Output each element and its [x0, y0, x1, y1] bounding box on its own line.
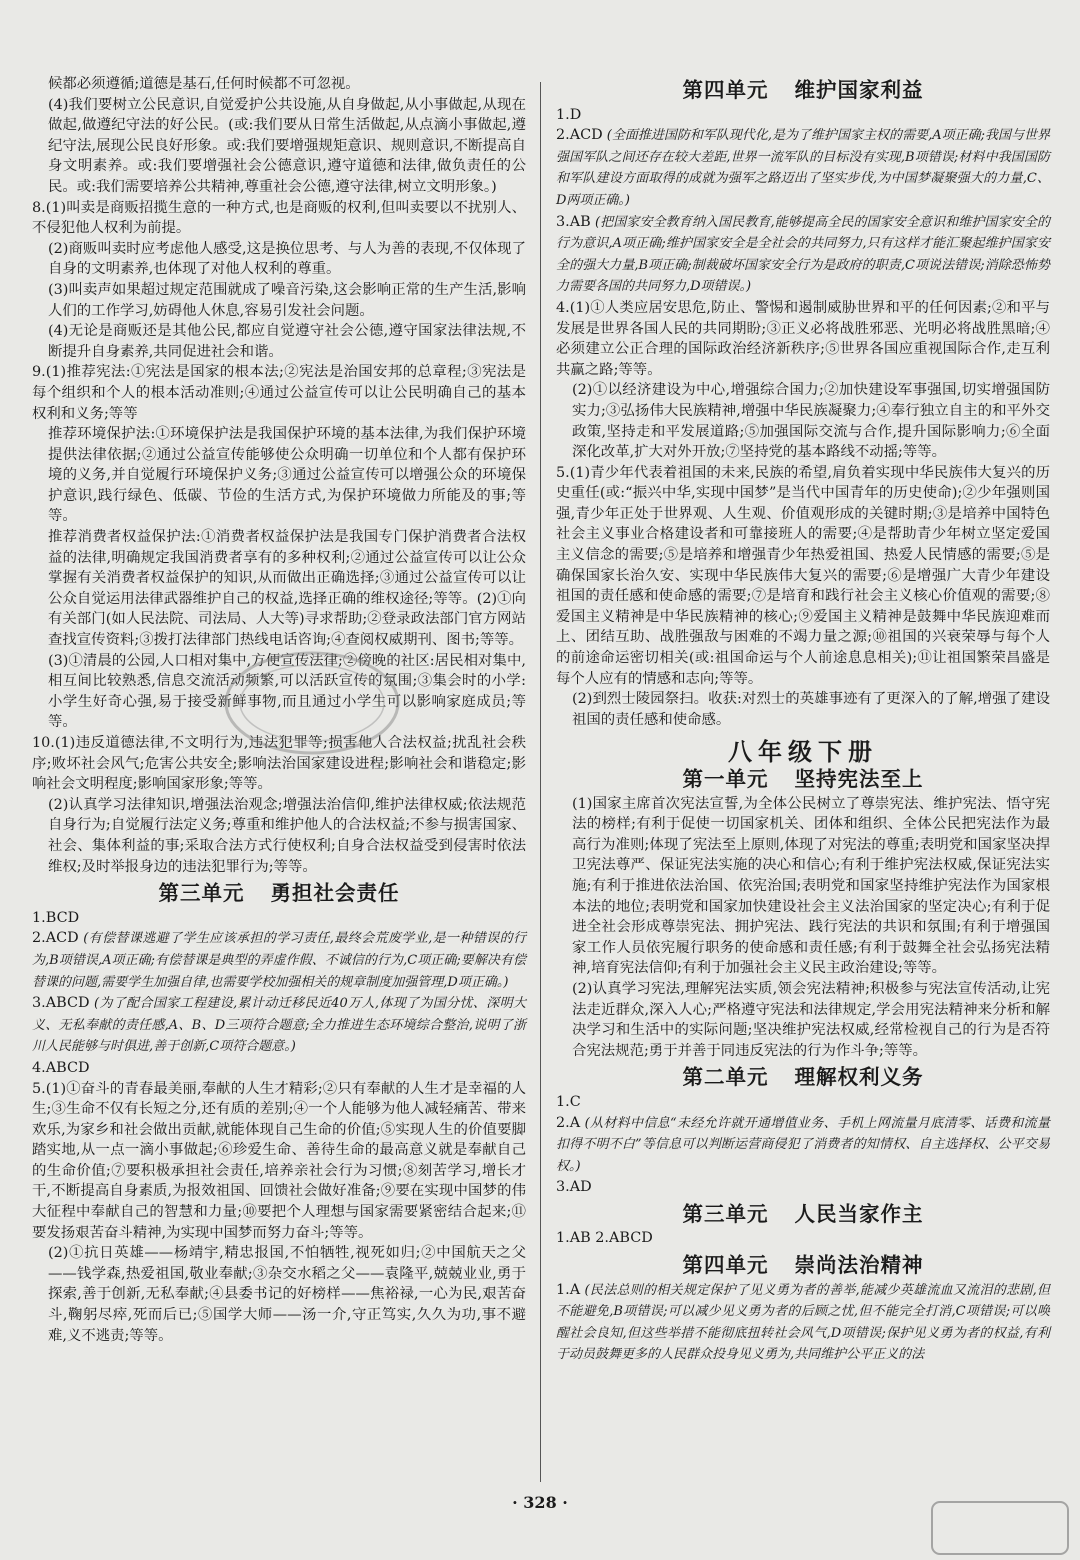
answer-paragraph: [556, 794, 1050, 979]
answer-paragraph: [556, 1228, 1050, 1249]
answer-paragraph: [556, 105, 1050, 126]
answer-text: 4.ABCD: [32, 1059, 90, 1076]
answer-explanation: (民法总则的相关规定保护了见义勇为者的善举,能减少英雄流血又流泪的悲剧,但不能避免,B项错误;可以减少见义勇为者的后顾之忧,但不能完全打消,C项错误;可以唤醒社会良知,但这些举措不能彻底扭转社会风气,D项错误;保护见义勇为者的权益,有利于动员鼓舞更多的人民群众投身见义勇为,共同维护公平正义的法: [556, 1282, 1050, 1363]
unit-heading: [32, 883, 526, 904]
answer-paragraph: [32, 1243, 526, 1346]
answer-text: (4)我们要树立公民意识,自觉爱护公共设施,从自身做起,从小事做起,从现在做起,做遵纪守法的好公民。(或:我们要从日常生活做起,从点滴小事做起,遵纪守法,展现公民良好形象。或:我们要增强规矩意识、规则意识,不断提高自身文明素养。或:我们要增强社会公德意识,遵守道德和法律,做负责任的公民。或:我们需要培养公共精神,尊重社会公德,遵守法律,树立文明形象。): [48, 96, 526, 195]
answer-explanation: (把国家安全教育纳入国民教育,能够提高全民的国家安全意识和维护国家安全的行为意识,A项正确;维护国家安全是全社会的共同努力,只有这样才能汇聚起维护国家安全的强大力量,B项正确;制裁破坏国家安全行为是政府的职责,C项说法错误;消除恐怖势力需要各国的共同努力,D项错误。): [556, 214, 1050, 295]
answer-text: 10.(1)违反道德法律,不文明行为,违法犯罪等;损害他人合法权益;扰乱社会秩序;败坏社会风气;危害公共安全;影响法治国家建设进程;影响社会和谐稳定;影响社会文明程度;影响国家形象;等等。: [32, 735, 526, 793]
answer-paragraph: [556, 1092, 1050, 1113]
answer-text: 1.A: [556, 1281, 581, 1298]
answer-text: 1.AB 2.ABCD: [556, 1230, 653, 1247]
answer-text: 2.A: [556, 1114, 581, 1131]
answer-text: 2.ACD: [556, 127, 603, 144]
answer-paragraph: [32, 239, 526, 280]
unit-number: 第一单元: [682, 767, 769, 791]
answer-text: 8.(1)叫卖是商贩招揽生意的一种方式,也是商贩的权利,但叫卖要以不扰别人、不侵犯他人权利为前提。: [32, 199, 526, 237]
answer-paragraph: [556, 125, 1050, 211]
answer-text: 3.AD: [556, 1179, 592, 1196]
answer-paragraph: [32, 1079, 526, 1244]
answer-paragraph: [32, 198, 526, 239]
grade-title: 八年级下册: [728, 738, 878, 767]
right-column: [556, 74, 1050, 1366]
answer-paragraph: [32, 280, 526, 321]
unit-title: 崇尚法治精神: [794, 1253, 924, 1278]
watermark-logo: [930, 1500, 1070, 1556]
answer-text: (1)国家主席首次宪法宣誓,为全体公民树立了尊崇宪法、维护宪法、悟守宪法的榜样;有利于促使一切国家机关、团体和组织、全体公民把宪法作为最高行为准则;体现了宪法至上原则,体现了对宪法的尊重;表明党和国家坚决捍卫宪法尊严、保证宪法实施的决心和信心;有利于维护宪法权威,保证宪法实施;有利于推进依法治国、依宪治国;表明党和国家坚持维护宪法作为国家根本法的地位;表明党和国家加快建设社会主义法治国家的坚定决心;有利于促进全社会形成尊崇宪法、拥护宪法、践行宪法的共识和氛围;有利于增强国家工作人员依宪履行职务的使命感和责任感;有利于鼓舞全社会弘扬宪法精神,培育宪法信仰;有利于加强社会主义民主政治建设;等等。: [572, 795, 1050, 977]
answer-explanation: (从材料中信息“未经允许就开通增值业务、手机上网流量月底清零、话费和流量扣得不明不白”等信息可以判断运营商侵犯了消费者的知情权、自主选择权、公平交易权。): [556, 1115, 1050, 1174]
answer-text: 2.ACD: [32, 930, 79, 947]
answer-paragraph: [32, 527, 526, 651]
answer-text: 4.(1)①人类应居安思危,防止、警惕和遏制威胁世界和平的任何因素;②和平与发展是世界各国人民的共同期盼;③正义必将战胜邪恶、光明必将战胜黑暗;④必须建立公正合理的国际政治经济新秩序;⑤世界各国应重视国际合作,走互利共赢之路;等等。: [556, 299, 1050, 378]
unit-heading: [556, 1201, 1050, 1226]
answer-text: (2)①抗日英雄——杨靖宇,精忠报国,不怕牺牲,视死如归;②中国航天之父——钱学森,热爱祖国,敬业奉献;③杂交水稻之父——袁隆平,兢兢业业,勇于探索,善于创新,无私奉献;④县委书记的好榜样——焦裕禄,一心为民,艰苦奋斗,鞠躬尽瘁,死而后已;⑤国学大师——汤一介,守正笃实,久久为功,事不避难,义不逃责;等等。: [48, 1245, 526, 1344]
answer-paragraph: [32, 95, 526, 198]
answer-paragraph: [32, 908, 526, 929]
answer-paragraph: [556, 1113, 1050, 1178]
answer-paragraph: [556, 689, 1050, 730]
answer-text: 3.ABCD: [32, 995, 90, 1012]
answer-explanation: (有偿替课逃避了学生应该承担的学习责任,最终会荒废学业,是一种错误的行为,B项错误,A项正确;有偿替课是典型的弄虚作假、不诚信的行为,C项正确;要解决有偿替课的问题,需要学生加强自律,也需要学校加强相关的规章制度加强管理,D项正确。): [32, 931, 526, 990]
watermark-stamp: [222, 648, 402, 758]
unit-title: 理解权利义务: [794, 1065, 924, 1090]
answer-paragraph: [32, 795, 526, 877]
answer-paragraph: [556, 298, 1050, 380]
answer-paragraph: [32, 362, 526, 424]
unit-heading: [556, 769, 1050, 790]
answer-text: 推荐消费者权益保护法:①消费者权益保护法是我国专门保护消费者合法权益的法律,明确规定我国消费者享有的多种权利;②通过公益宣传可以让公众掌握有关消费者权益保护的知识,从而做出正确选择;③通过公益宣传可以让公众自觉运用法律武器维护自己的权益,选择正确的维权途径;等等。(2)①向有关部门(如人民法院、司法局、人大等)寻求帮助;②登录政法部门官方网站查找宣传资料;③拨打法律部门热线电话咨询;④查阅权威期刊、图书;等等。: [48, 529, 526, 649]
unit-title: 勇担社会责任: [270, 881, 400, 906]
answer-paragraph: [556, 1280, 1050, 1366]
answer-paragraph: [32, 1058, 526, 1079]
answer-explanation: (全面推进国防和军队现代化,是为了维护国家主权的需要,A项正确;我国与世界强国军队之间还存在较大差距,世界一流军队的目标没有实现,B项错误;材料中我国国防和军队建设方面取得的成就为强军之路迈出了坚实步伐,为中国梦凝聚强大的力量,C、D两项正确。): [556, 128, 1050, 208]
unit-heading: [556, 80, 1050, 101]
unit-heading: [556, 1067, 1050, 1088]
page-number: · 328 ·: [512, 1493, 568, 1512]
answer-text: (2)到烈士陵园祭扫。收获:对烈士的英雄事迹有了更深入的了解,增强了建设祖国的责任感和使命感。: [572, 691, 1050, 728]
unit-number: 第四单元: [682, 1253, 769, 1278]
answer-text: (4)无论是商贩还是其他公民,都应自觉遵守社会公德,遵守国家法律法规,不断提升自身素养,共同促进社会和谐。: [48, 323, 526, 360]
answer-text: 1.D: [556, 106, 582, 123]
answer-text: (2)认真学习宪法,理解宪法实质,领会宪法精神;积极参与宪法宣传活动,让宪法走近群众,深入人心;严格遵守宪法和法律规定,学会用宪法精神来分析和解决学习和生活中的实际问题;坚决维护宪法权威,经常检视自己的行为是否符合宪法规范;勇于并善于同违反宪法的行为作斗争;等等。: [572, 980, 1050, 1059]
answer-paragraph: [32, 321, 526, 362]
answer-paragraph: [556, 212, 1050, 298]
unit-heading: [556, 1255, 1050, 1276]
answer-text: (2)商贩叫卖时应考虑他人感受,这是换位思考、与人为善的表现,不仅体现了自身的文明素养,也体现了对他人权利的尊重。: [48, 240, 526, 278]
answer-paragraph: [556, 380, 1050, 462]
answer-paragraph: [32, 928, 526, 993]
answer-text: (2)①以经济建设为中心,增强综合国力;②加快建设军事强国,切实增强国防实力;③弘扬伟大民族精神,增强中华民族凝聚力;④奉行独立自主的和平外交政策,坚持走和平发展道路;⑤加强国际交流与合作,提升国际影响力;⑥全面深化改革,扩大对外开放;⑦坚持党的基本路线不动摇;等等。: [572, 382, 1050, 461]
answer-text: 1.BCD: [32, 909, 80, 926]
answer-paragraph: [32, 74, 526, 95]
answer-text: 候都必须遵循;道德是基石,任何时候都不可忽视。: [48, 76, 360, 92]
answer-text: 5.(1)青少年代表着祖国的未来,民族的希望,肩负着实现中华民族伟大复兴的历史重任(或:“振兴中华,实现中国梦”是当代中国青年的历史使命);②少年强则国强,青少年正处于世界观、人生观、价值观形成的关键时期;③是培养中国特色社会主义事业合格建设者和可靠接班人的需要;④是帮助青少年树立坚定爱国主义信念的需要;⑤是培养和增强青少年热爱祖国、热爱人民情感的需要;⑤是确保国家长治久安、实现中华民族伟大复兴的需要;⑥是增强广大青少年建设祖国的责任感和使命感的需要;⑦是培育和践行社会主义核心价值观的需要;⑧爱国主义精神是中华民族精神的核心;⑨爱国主义精神是鼓舞中华民族迎难而上、团结互助、战胜强敌与困难的不竭力量之源;⑩祖国的兴衰荣辱与每个人的前途命运密切相关(或:祖国命运与个人前途息息相关);⑪让祖国繁荣昌盛是每个人应有的情感和志向;等等。: [556, 464, 1050, 687]
answer-paragraph: [556, 463, 1050, 690]
unit-number: 第三单元: [682, 1201, 769, 1226]
answer-text: 9.(1)推荐宪法:①宪法是国家的根本法;②宪法是治国安邦的总章程;③宪法是每个组织和个人的根本活动准则;④通过公益宣传可以让公民明确自己的基本权利和义务;等等: [32, 364, 526, 422]
unit-title: 维护国家利益: [794, 78, 924, 102]
answer-text: 1.C: [556, 1093, 581, 1110]
answer-text: 3.AB: [556, 213, 591, 230]
unit-title: 人民当家作主: [794, 1201, 924, 1226]
answer-paragraph: [556, 979, 1050, 1061]
answer-text: (3)叫卖声如果超过规定范围就成了噪音污染,这会影响正常的生产生活,影响人们的工作学习,妨碍他人休息,容易引发社会问题。: [48, 281, 526, 319]
unit-number: 第四单元: [682, 78, 769, 102]
answer-explanation: (为了配合国家工程建设,累计动迁移民近40万人,体现了为国分忧、深明大义、无私奉献的责任感,A、B、D三项符合题意;全力推进生态环境综合整治,说明了浙川人民能够与时俱进,善于创新,C项符合题意。): [32, 996, 526, 1055]
answer-text: 5.(1)①奋斗的青春最美丽,奉献的人生才精彩;②只有奉献的人生才是幸福的人生;③生命不仅有长短之分,还有质的差别;④一个人能够为他人减轻痛苦、带来欢乐,为家乡和社会做出贡献,就能体现自己生命的价值;⑤实现人生的价值要脚踏实地,从一点一滴小事做起;⑥珍爱生命、善待生命的最高意义就是奉献自己的生命价值;⑦要积极承担社会责任,培养亲社会行为习惯;⑧刻苦学习,增长才干,不断提高自身素质,为报效祖国、回馈社会做好准备;⑨要在实现中国梦的伟大征程中奉献自己的智慧和力量;⑩要把个人理想与国家需要紧密结合起来;⑪要发扬艰苦奋斗精神,为实现中国梦而努力奋斗;等等。: [32, 1080, 526, 1241]
unit-number: 第三单元: [158, 881, 245, 906]
answer-paragraph: [32, 424, 526, 527]
answer-text: (2)认真学习法律知识,增强法治观念;增强法治信仰,维护法律权威;依法规范自身行为;自觉履行法定义务;尊重和维护他人的合法权益;不参与损害国家、社会、集体利益的事;采取合法方式行使权利;自身合法权益受到侵害时依法维权;及时举报身边的违法犯罪行为;等等。: [48, 796, 526, 875]
answer-paragraph: [556, 1177, 1050, 1198]
column-divider: [540, 82, 541, 1482]
answer-text: 推荐环境保护法:①环境保护法是我国保护环境的基本法律,为我们保护环境提供法律依据;②通过公益宣传能够使公众明确一切单位和个人都有保护环境的义务,并自觉履行环境保护义务;③通过公益宣传可以增强公众的环境保护意识,践行绿色、低碳、节俭的生活方式,为保护环境做力所能及的事;等等。: [48, 426, 526, 525]
unit-number: 第二单元: [682, 1065, 769, 1090]
unit-title: 坚持宪法至上: [794, 767, 924, 791]
answer-paragraph: [32, 993, 526, 1058]
answer-text: (3)①清晨的公园,人口相对集中,方便宣传法律;②傍晚的社区:居民相对集中,相互间比较熟悉,信息交流活动频繁,可以活跃宣传的氛围;③集会时的小学:小学生好奇心强,易于接受新鲜事物,而且通过小学生可以影响家庭成员;等等。: [48, 652, 526, 731]
